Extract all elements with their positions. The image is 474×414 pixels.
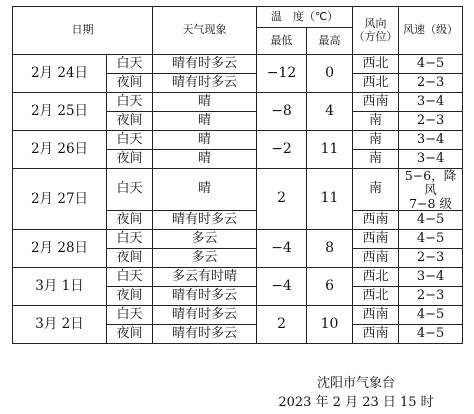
table-row xyxy=(13,268,463,287)
table-row xyxy=(13,306,463,325)
wind-direction-night: 西北 xyxy=(353,287,399,306)
wind-speed-day: 3−4 xyxy=(399,268,463,287)
period-day: 白天 xyxy=(107,306,153,325)
header-min-temp: 最低 xyxy=(257,28,307,55)
wind-speed-day: 3−4 xyxy=(399,131,463,150)
date-cell: 3月 1日 xyxy=(13,268,107,306)
weather-night: 晴有时多云 xyxy=(153,74,257,93)
min-temp: 2 xyxy=(257,306,307,344)
period-day: 白天 xyxy=(107,93,153,112)
date-cell: 2月 25日 xyxy=(13,93,107,131)
wind-speed-night: 2−3 xyxy=(399,112,463,131)
wind-direction-day: 西北 xyxy=(353,268,399,287)
wind-direction-day: 西北 xyxy=(353,55,399,74)
wind-direction-night: 南 xyxy=(353,112,399,131)
period-day: 白天 xyxy=(107,169,153,211)
header-wind-direction: 风向 （方位） xyxy=(353,7,399,55)
weather-night: 晴有时多云 xyxy=(153,325,257,344)
weather-day: 晴 xyxy=(153,131,257,150)
period-night: 夜间 xyxy=(107,150,153,169)
wind-speed-day: 4−5 xyxy=(399,230,463,249)
wind-speed-night: 3−4 xyxy=(399,150,463,169)
wind-speed-night: 2−3 xyxy=(399,287,463,306)
source-block xyxy=(256,374,456,412)
period-day: 白天 xyxy=(107,268,153,287)
wind-speed-night: 4−5 xyxy=(399,325,463,344)
wind-direction-day: 西南 xyxy=(353,306,399,325)
date-cell: 2月 24日 xyxy=(13,55,107,93)
table-row xyxy=(13,169,463,211)
wind-direction-day: 南 xyxy=(353,169,399,211)
header-max-temp: 最高 xyxy=(307,28,353,55)
max-temp: 0 xyxy=(307,55,353,93)
period-day: 白天 xyxy=(107,131,153,150)
weather-day: 晴有时多云 xyxy=(153,55,257,74)
period-night: 夜间 xyxy=(107,112,153,131)
date-cell: 2月 26日 xyxy=(13,131,107,169)
min-temp: −8 xyxy=(257,93,307,131)
wind-speed-night: 2−3 xyxy=(399,74,463,93)
wind-direction-day: 西南 xyxy=(353,93,399,112)
wind-direction-night: 西南 xyxy=(353,249,399,268)
weather-day: 多云有时晴 xyxy=(153,268,257,287)
source-issued-time: 2023 年 2 月 23 日 15 时 xyxy=(278,395,434,410)
max-temp: 10 xyxy=(307,306,353,344)
wind-direction-night: 南 xyxy=(353,150,399,169)
max-temp: 11 xyxy=(307,131,353,169)
wind-speed-night: 4−5 xyxy=(399,211,463,230)
wind-direction-day: 南 xyxy=(353,131,399,150)
weather-day: 晴 xyxy=(153,169,257,211)
wind-direction-night: 西南 xyxy=(353,211,399,230)
period-night: 夜间 xyxy=(107,211,153,230)
header-temperature: 温 度（℃） xyxy=(257,7,353,28)
header-date: 日期 xyxy=(13,7,153,55)
table-row xyxy=(13,93,463,112)
weather-day: 晴 xyxy=(153,93,257,112)
min-temp: −4 xyxy=(257,230,307,268)
wind-speed-day: 5−6，降风 7−8 级 xyxy=(399,169,463,211)
wind-speed-day: 4−5 xyxy=(399,306,463,325)
period-night: 夜间 xyxy=(107,325,153,344)
table-row xyxy=(13,131,463,150)
min-temp: −12 xyxy=(257,55,307,93)
min-temp: −2 xyxy=(257,131,307,169)
header-wind-speed: 风速（级） xyxy=(399,7,463,55)
forecast-body xyxy=(13,55,463,344)
weather-day: 晴有时多云 xyxy=(153,306,257,325)
weather-night: 晴 xyxy=(153,112,257,131)
forecast-table xyxy=(12,6,463,344)
period-night: 夜间 xyxy=(107,249,153,268)
date-cell: 2月 28日 xyxy=(13,230,107,268)
max-temp: 6 xyxy=(307,268,353,306)
period-day: 白天 xyxy=(107,55,153,74)
weather-night: 晴有时多云 xyxy=(153,211,257,230)
weather-night: 晴有时多云 xyxy=(153,287,257,306)
date-cell: 2月 27日 xyxy=(13,169,107,230)
max-temp: 8 xyxy=(307,230,353,268)
max-temp: 4 xyxy=(307,93,353,131)
weather-night: 多云 xyxy=(153,249,257,268)
wind-speed-day: 3−4 xyxy=(399,93,463,112)
wind-direction-day: 西南 xyxy=(353,230,399,249)
date-cell: 3月 2日 xyxy=(13,306,107,344)
table-row xyxy=(13,55,463,74)
period-day: 白天 xyxy=(107,230,153,249)
table-row xyxy=(13,230,463,249)
min-temp: −4 xyxy=(257,268,307,306)
min-temp: 2 xyxy=(257,169,307,230)
header-weather: 天气现象 xyxy=(153,7,257,55)
wind-direction-night: 西北 xyxy=(353,74,399,93)
wind-direction-night: 西南 xyxy=(353,325,399,344)
source-org: 沈阳市气象台 xyxy=(316,376,395,391)
wind-speed-day: 4−5 xyxy=(399,55,463,74)
period-night: 夜间 xyxy=(107,74,153,93)
period-night: 夜间 xyxy=(107,287,153,306)
max-temp: 11 xyxy=(307,169,353,230)
wind-speed-night: 2−3 xyxy=(399,249,463,268)
weather-night: 晴 xyxy=(153,150,257,169)
weather-day: 多云 xyxy=(153,230,257,249)
